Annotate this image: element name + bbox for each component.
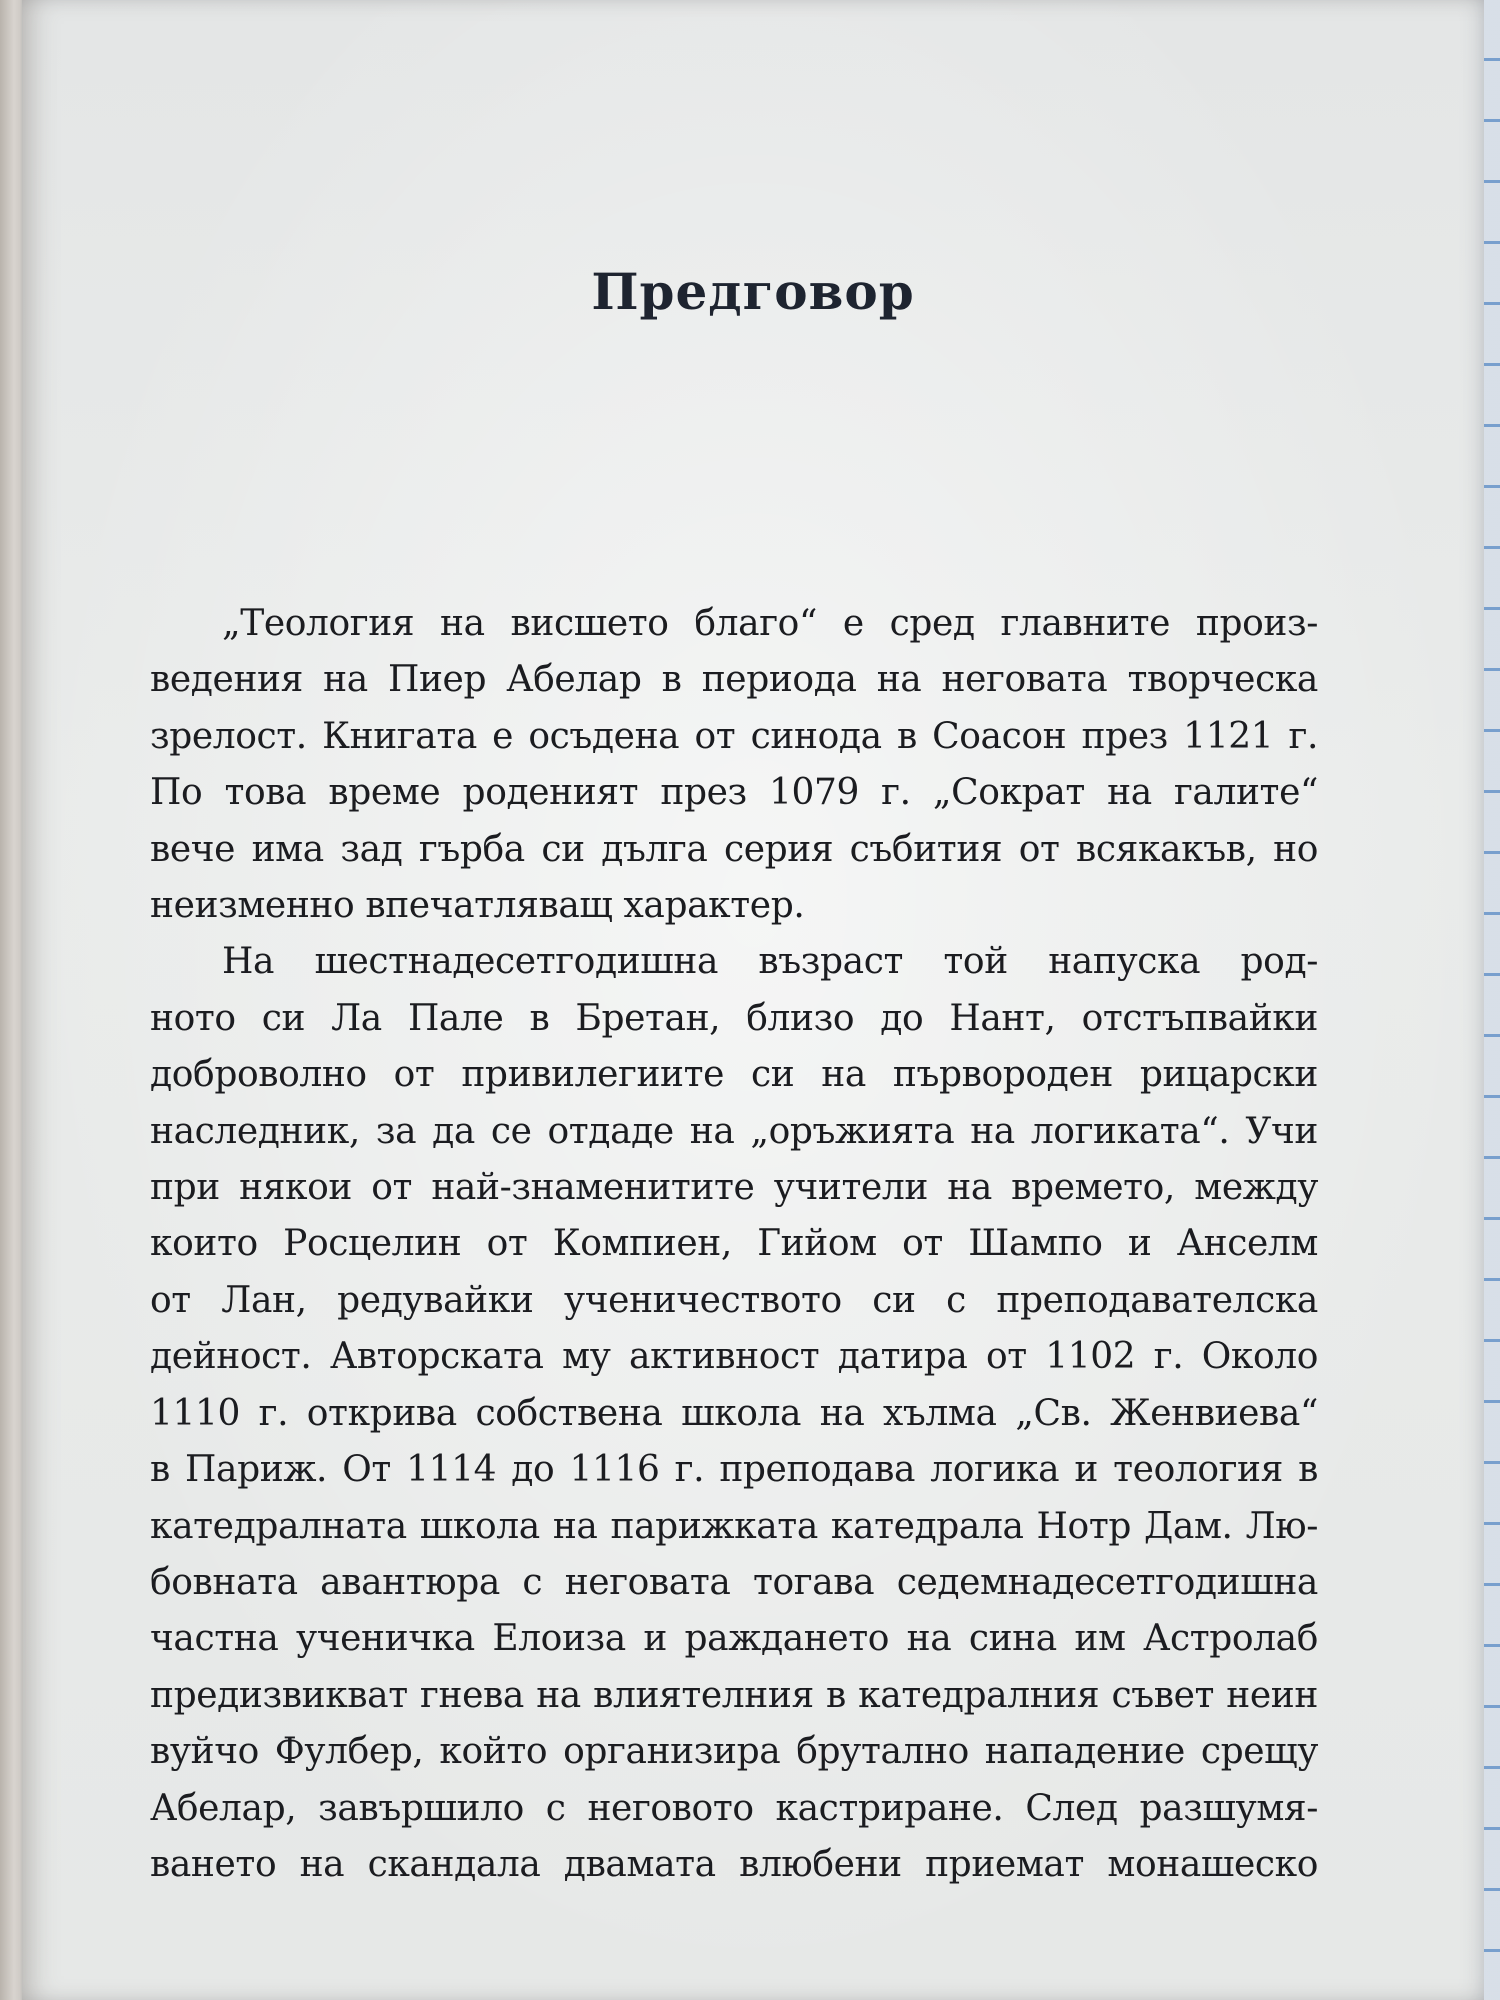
text-line: По това време роденият през 1079 г. „Сократ на галите“	[150, 772, 1318, 814]
text-line: при някои от най-знаменитите учители на времето, между	[150, 1167, 1318, 1209]
text-line: наследник, за да се отдаде на „оръжията на логиката“. Учи	[150, 1110, 1318, 1152]
text-line: ното си Ла Пале в Бретан, близо до Нант, отстъпвайки	[150, 997, 1318, 1039]
page-body	[150, 596, 1318, 1893]
paragraph	[150, 596, 1318, 934]
text-line: вуйчо Фулбер, който организира брутално нападение срещу	[150, 1731, 1318, 1773]
paragraph	[150, 934, 1318, 1893]
text-line: 1110 г. открива собствена школа на хълма „Св. Женвиева“	[150, 1392, 1318, 1434]
text-line: дейност. Авторската му активност датира от 1102 г. Около	[150, 1336, 1318, 1378]
text-line: На шестнадесетгодишна възраст той напуска род-	[222, 941, 1318, 983]
text-line: вече има зад гърба си дълга серия събития от всякакъв, но	[150, 828, 1318, 870]
text-line: ведения на Пиер Абелар в периода на неговата творческа	[150, 659, 1318, 701]
text-line: Абелар, завършило с неговото кастриране. След разшумя-	[150, 1787, 1318, 1829]
text-line: зрелост. Книгата е осъдена от синода в Соасон през 1121 г.	[150, 715, 1318, 757]
text-line: катедралната школа на парижката катедрала Нотр Дам. Лю-	[150, 1505, 1318, 1547]
text-line: в Париж. От 1114 до 1116 г. преподава логика и теология в	[150, 1449, 1318, 1491]
book-page	[22, 0, 1484, 2000]
page-title: Предговор	[591, 262, 915, 321]
text-line: бовната авантюра с неговата тогава седемнадесетгодишна	[150, 1561, 1318, 1603]
text-line: частна ученичка Елоиза и раждането на сина им Астролаб	[150, 1618, 1318, 1660]
text-line: предизвикват гнева на влиятелния в катедралния съвет неин	[150, 1674, 1318, 1716]
text-line: доброволно от привилегиите си на първороден рицарски	[150, 1054, 1318, 1096]
text-line: ването на скандала двамата влюбени приемат монашеско	[150, 1843, 1318, 1885]
text-line: неизменно впечатляващ характер.	[150, 885, 805, 927]
text-line: от Лан, редувайки ученичеството си с преподавателска	[150, 1279, 1318, 1321]
notebook-edge	[1484, 0, 1500, 2000]
text-line: „Теология на висшето благо“ е сред главните произ-	[222, 603, 1318, 644]
text-line: които Росцелин от Компиен, Гийом от Шампо и Анселм	[150, 1223, 1318, 1265]
